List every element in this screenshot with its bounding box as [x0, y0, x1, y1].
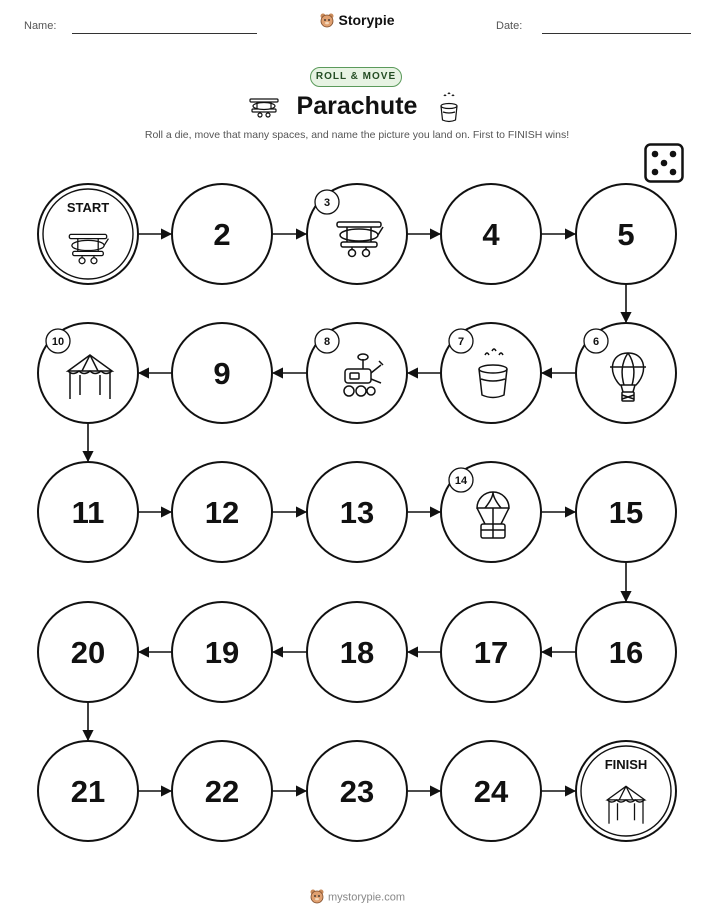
space-number: 8	[323, 336, 331, 348]
instructions: Roll a die, move that many spaces, and name the picture you land on. First to FINISH wins!	[144, 129, 570, 141]
brand-name: Storypie	[338, 12, 395, 29]
space-number: 7	[457, 336, 465, 348]
board-space	[441, 323, 541, 423]
storypie-bear-icon	[309, 888, 325, 907]
board-space	[38, 462, 138, 562]
footer-url: mystorypie.com	[327, 891, 406, 904]
name-label: Name:	[24, 20, 57, 32]
board-space	[172, 462, 272, 562]
space-number: 20	[70, 635, 106, 670]
board-space	[576, 602, 676, 702]
space-number: 15	[608, 495, 644, 530]
board-space	[441, 462, 541, 562]
space-number: 5	[617, 217, 635, 252]
board-space	[38, 184, 138, 284]
board-space	[307, 462, 407, 562]
space-number: 14	[454, 475, 468, 487]
space-number: 2	[213, 217, 231, 252]
board-space	[172, 741, 272, 841]
board-space	[172, 602, 272, 702]
board-space	[307, 602, 407, 702]
space-number: 17	[473, 635, 509, 670]
footer	[0, 888, 714, 907]
space-number: 16	[608, 635, 644, 670]
space-number: 13	[339, 495, 375, 530]
board-space	[576, 323, 676, 423]
space-number: 22	[204, 774, 240, 809]
space-number: 9	[213, 356, 231, 391]
board-space	[38, 323, 138, 423]
game-type-tag: ROLL & MOVE	[310, 67, 402, 87]
board-space	[576, 184, 676, 284]
space-number: 10	[51, 336, 65, 348]
board-space	[441, 741, 541, 841]
space-number: 4	[482, 217, 500, 252]
space-number: 11	[71, 495, 105, 530]
board-space	[172, 323, 272, 423]
board-space	[576, 741, 676, 841]
space-number: 12	[204, 495, 240, 530]
space-number: 19	[204, 635, 240, 670]
space-number: 3	[323, 197, 331, 209]
space-number: 24	[473, 774, 509, 809]
board-space	[38, 602, 138, 702]
date-label: Date:	[496, 20, 523, 32]
space-number: 6	[592, 336, 600, 348]
space-number: 21	[70, 774, 106, 809]
space-number: 18	[339, 635, 375, 670]
board-space	[307, 741, 407, 841]
space-label: START	[66, 200, 110, 215]
board-space	[441, 602, 541, 702]
board-space	[576, 462, 676, 562]
board-space	[441, 184, 541, 284]
board-space	[172, 184, 272, 284]
page-title: Parachute	[296, 92, 418, 120]
board-space	[38, 741, 138, 841]
space-number: 23	[339, 774, 375, 809]
board-space	[307, 323, 407, 423]
board-space	[307, 184, 407, 284]
space-label: FINISH	[604, 757, 648, 772]
